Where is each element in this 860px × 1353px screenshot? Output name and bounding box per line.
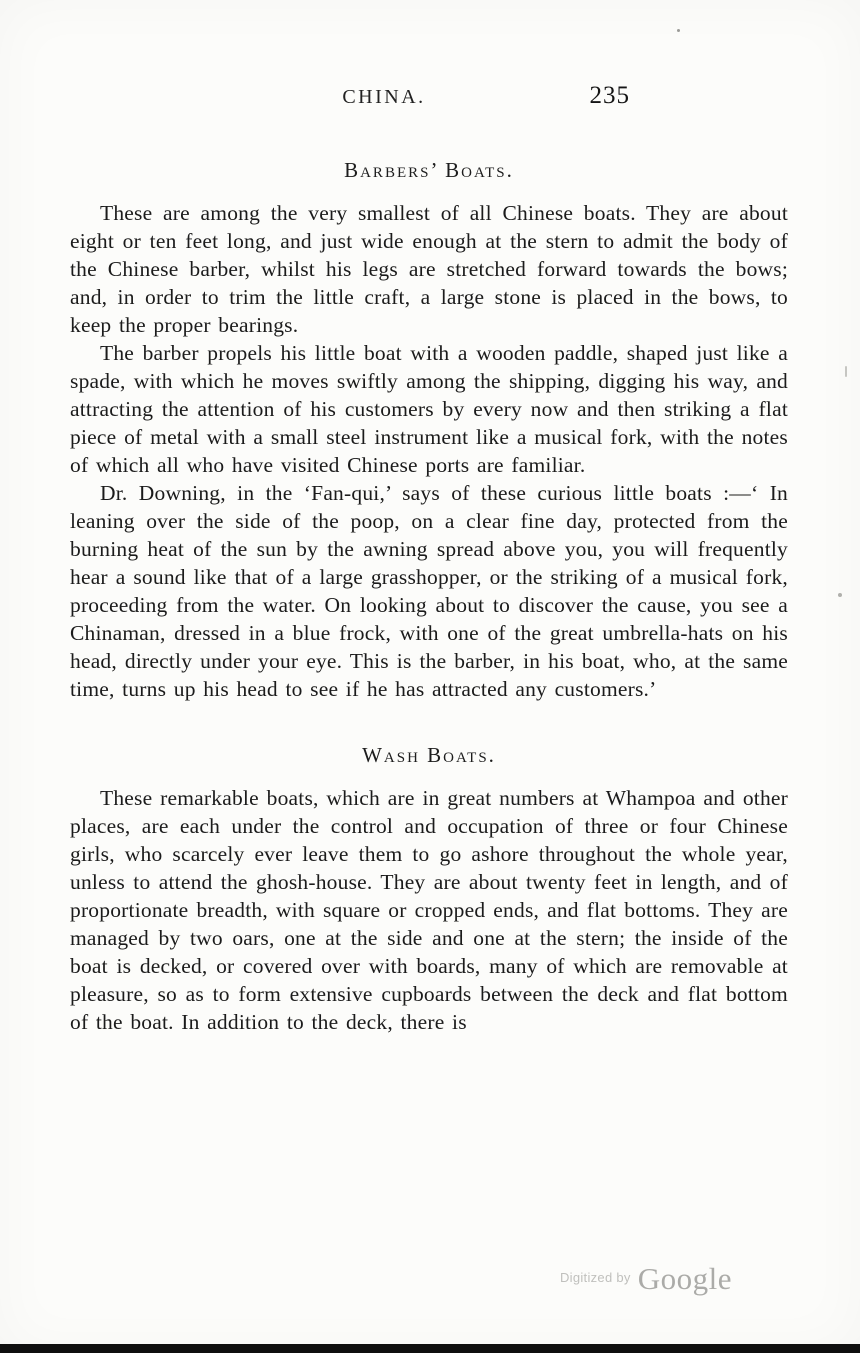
running-title: CHINA. [342,86,426,108]
scan-speck [677,29,680,32]
paragraph: These remarkable boats, which are in great numbers at Whampoa and other places, are each under the control and occupation of three or four Chinese girls, who scarcely ever leave them to go ashore throughout the whole year, unless to attend the ghosh-house. They are about twenty feet in length, and of proportionate breadth, with square or cropped ends, and flat bottoms. They are managed by two oars, one at the side and one at the stern; the inside of the boat is decked, or covered over with boards, many of which are removable at pleasure, so as to form extensive cupboards between the deck and flat bottom of the boat. In addition to the deck, there is [70,786,788,1034]
paragraph: Dr. Downing, in the ‘Fan-qui,’ says of these curious little boats :—‘ In leaning over the side of the poop, on a clear fine day, protected from the burning heat of the sun by the awning spread above you, you will frequently hear a sound like that of a large grasshopper, or the striking of a musical fork, proceeding from the water. On looking about to discover the cause, you see a Chinaman, dressed in a blue frock, with one of the great umbrella-hats on his head, directly under your eye. This is the barber, in his boat, who, at the same time, turns up his head to see if he has attracted any customers.’ [70,481,788,701]
section-heading-barbers-boats: Barbers’ Boats. [344,158,514,182]
google-logo: Google [637,1261,732,1296]
page-number: 235 [589,82,630,109]
paragraph: The barber propels his little boat with a wooden paddle, shaped just like a spade, with which he moves swiftly among the shipping, digging his way, and attracting the attention of his customers by every now and then striking a flat piece of metal with a small steel instrument like a musical fork, with the notes of which all who have visited Chinese ports are familiar. [70,341,788,477]
page-content [0,82,860,1036]
scan-speck [845,366,847,377]
google-watermark [560,1261,732,1297]
scan-edge-bar [0,1344,860,1353]
paragraph: These are among the very smallest of all Chinese boats. They are about eight or ten feet long, and just wide enough at the stern to admit the body of the Chinese barber, whilst his legs are stretched forward towards the bows; and, in order to trim the little craft, a large stone is placed in the bows, to keep the proper bearings. [70,201,788,337]
section-heading-wash-boats: Wash Boats. [362,743,496,767]
watermark-text: Digitized by [559,1270,631,1285]
page-header [70,82,788,114]
scan-speck [838,593,842,597]
